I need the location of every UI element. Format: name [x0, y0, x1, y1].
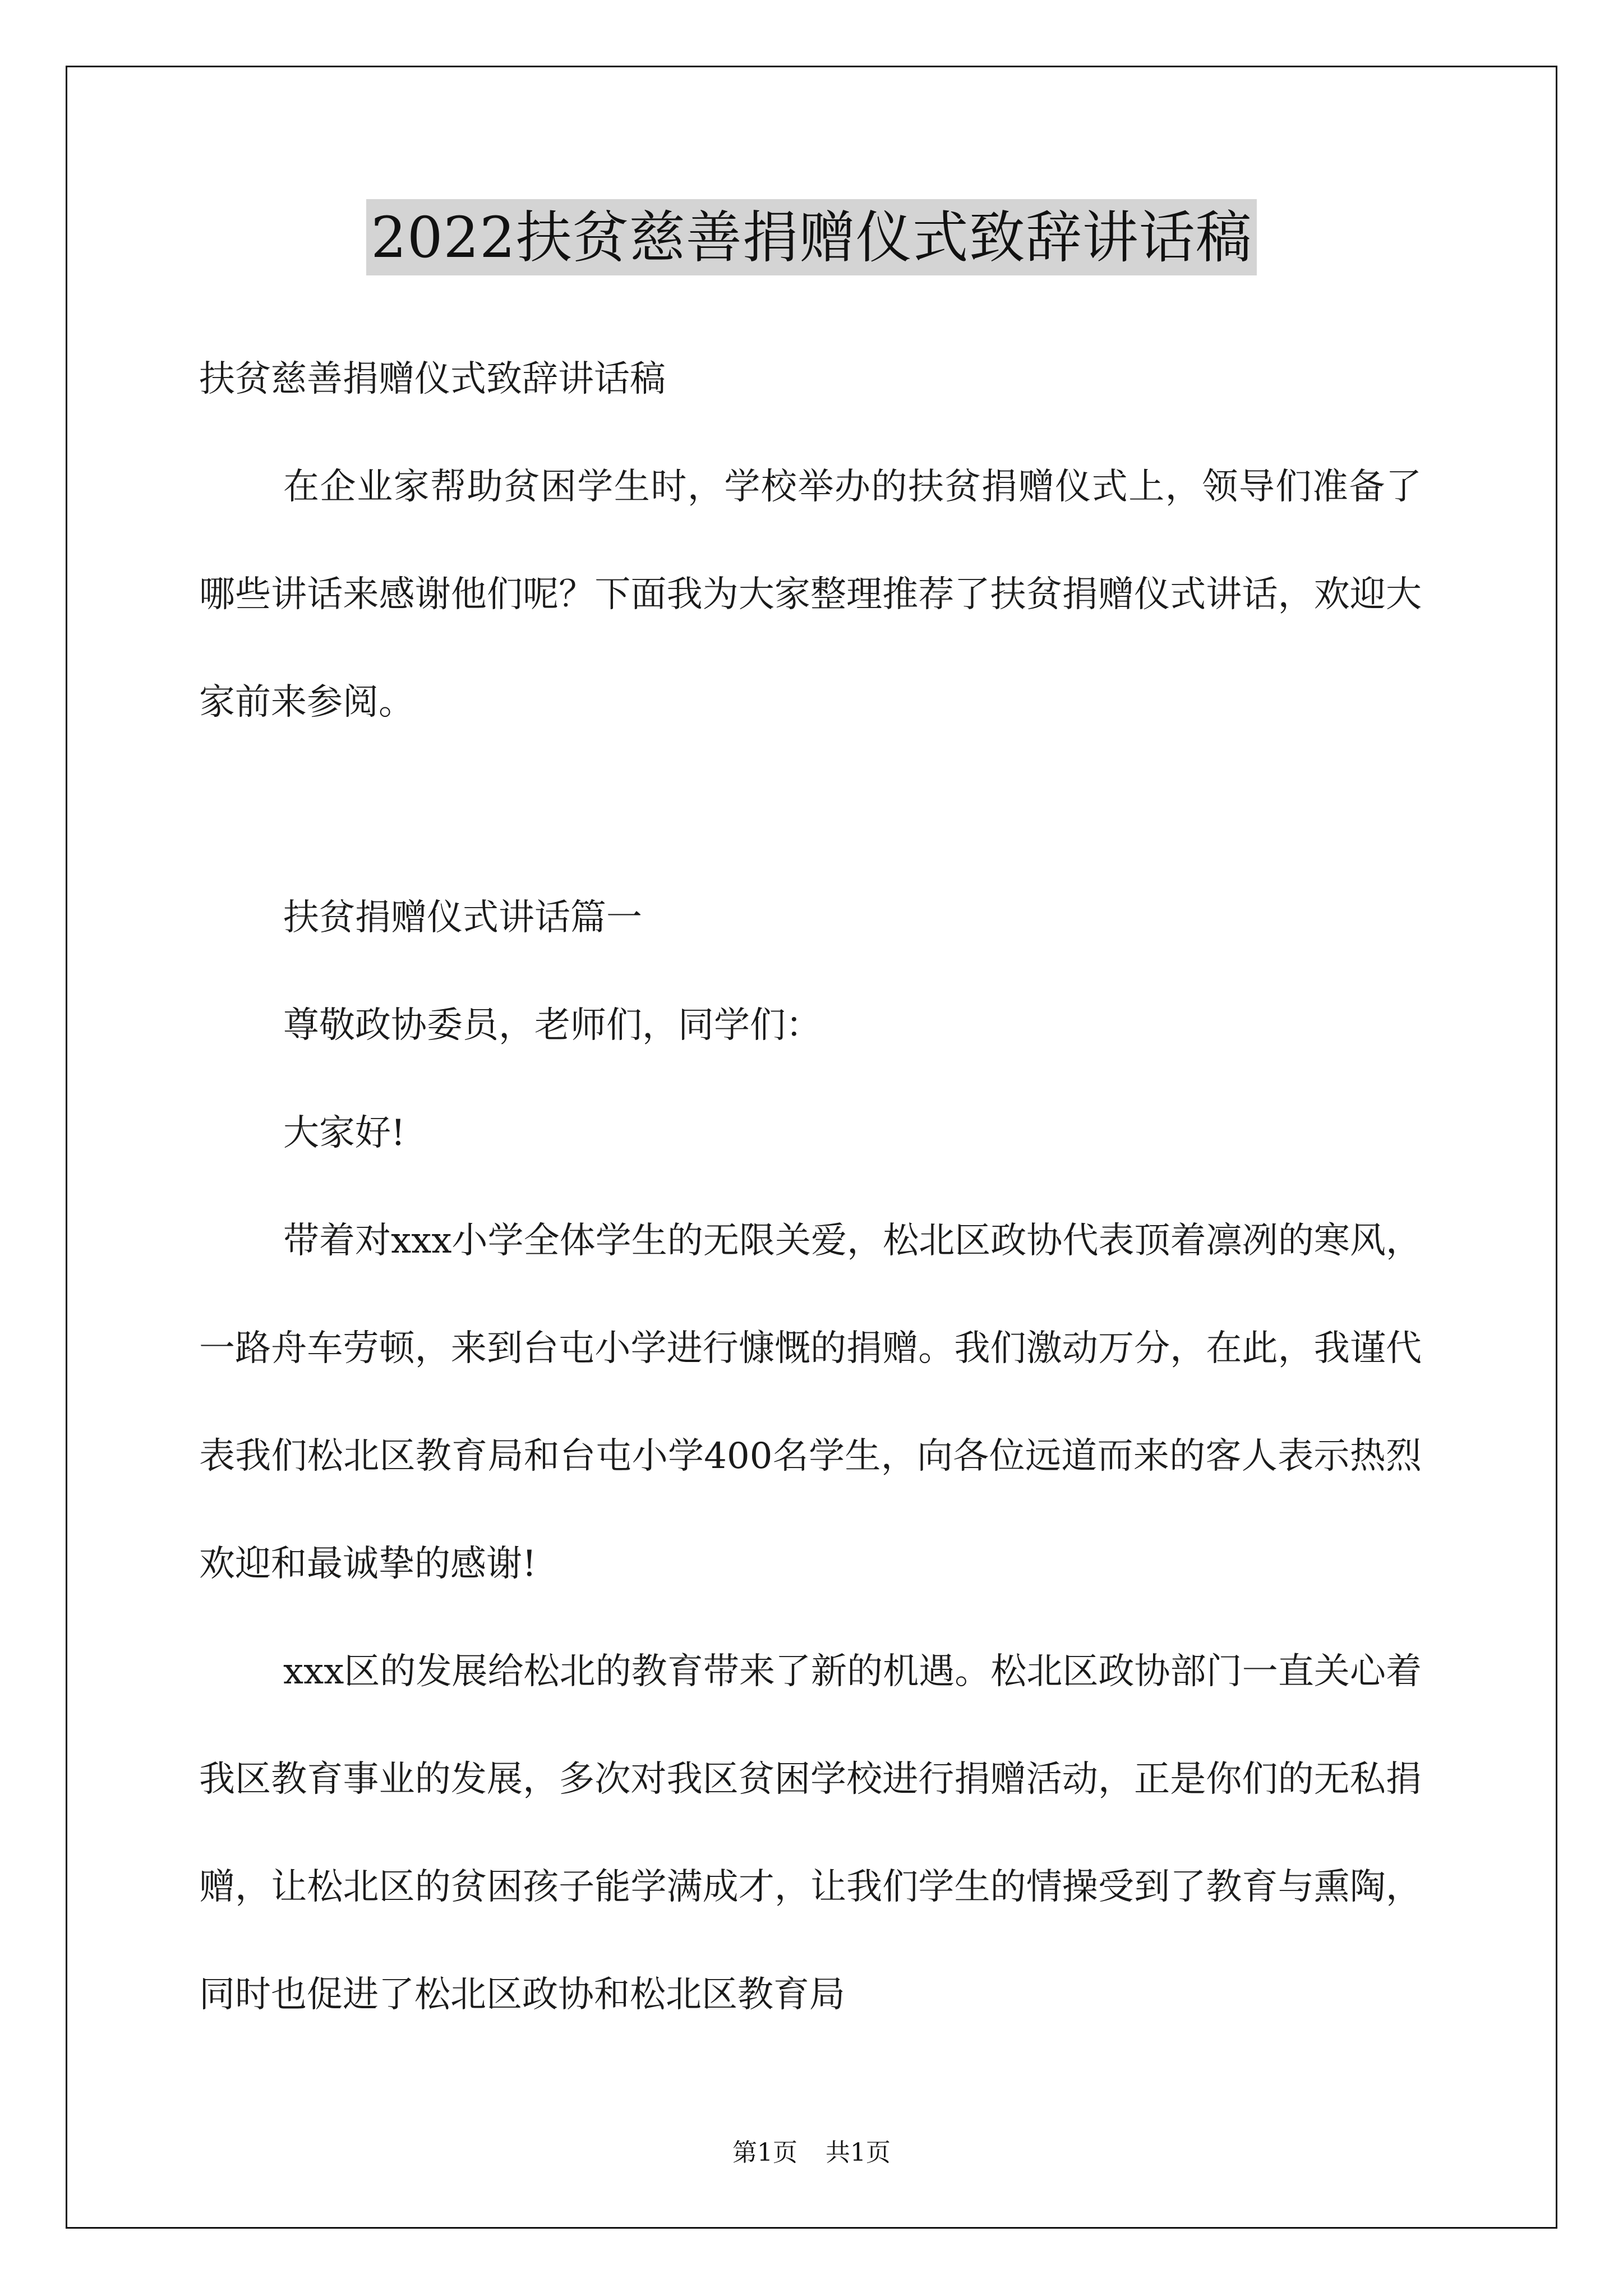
- salutation: 尊敬政协委员，老师们，同学们：: [283, 1005, 822, 1046]
- greeting: 大家好!: [283, 1112, 405, 1154]
- section-heading: 扶贫捐赠仪式讲话篇一: [283, 897, 642, 938]
- document-subtitle: 扶贫慈善捐赠仪式致辞讲话稿: [199, 358, 666, 400]
- document-title: 2022扶贫慈善捐赠仪式致辞讲话稿: [366, 199, 1257, 275]
- page-total: 共1页: [826, 2138, 891, 2167]
- body-paragraph-1: 带着对xxx小学全体学生的无限关爱，松北区政协代表顶着凛冽的寒风，一路舟车劳顿，来到台屯小学进行慷慨的捐赠。我们激动万分，在此，我谨代表我们松北区教育局和台屯小学400名学生，向各位远道而来的客人表示热烈欢迎和最诚挚的感谢!: [199, 1220, 1422, 1585]
- paragraph-spacer: [199, 756, 1422, 864]
- page-footer: [0, 2136, 1623, 2170]
- title-container: [0, 199, 1623, 275]
- body-paragraph-2: xxx区的发展给松北的教育带来了新的机遇。松北区政协部门一直关心着我区教育事业的发展，多次对我区贫困学校进行捐赠活动，正是你们的无私捐赠，让松北区的贫困孩子能学满成才，让我们学生的情操受到了教育与熏陶，同时也促进了松北区政协和松北区教育局: [199, 1651, 1422, 2016]
- page-number: 第1页: [732, 2138, 797, 2167]
- document-body: [199, 325, 1422, 2049]
- intro-paragraph: 在企业家帮助贫困学生时，学校举办的扶贫捐赠仪式上，领导们准备了哪些讲话来感谢他们呢？下面我为大家整理推荐了扶贫捐赠仪式讲话，欢迎大家前来参阅。: [199, 466, 1422, 723]
